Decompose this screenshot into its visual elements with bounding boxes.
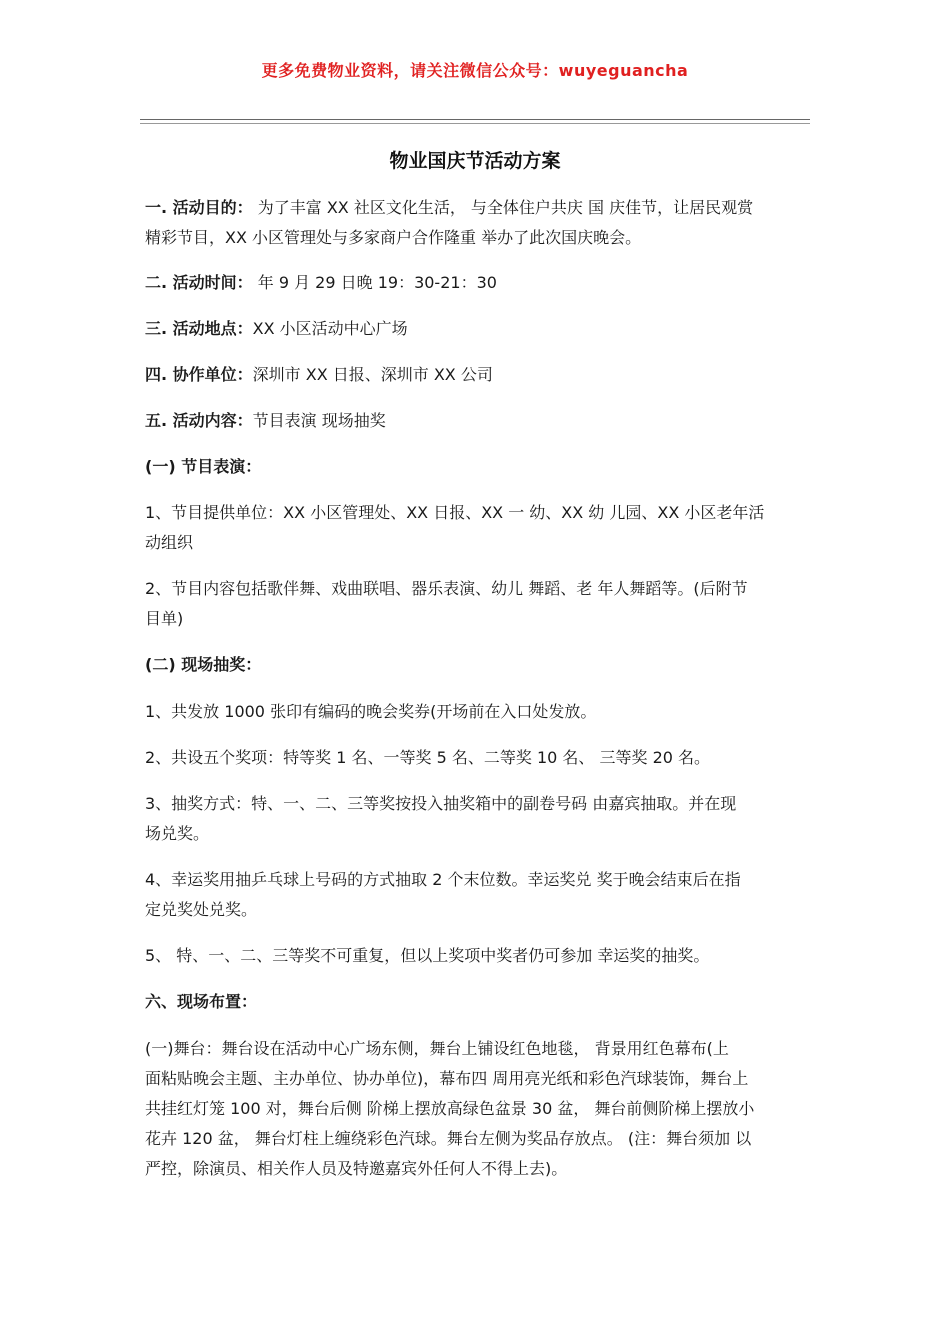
layout-stage xyxy=(145,1034,810,1184)
performance-item-1 xyxy=(145,498,810,558)
list-item-text: 3、抽奖方式：特、一、二、三等奖按投入抽奖箱中的副卷号码 由嘉宾抽取。并在现 xyxy=(145,794,737,813)
section-text: 为了丰富 XX 社区文化生活， 与全体住户共庆 国 庆佳节，让居民观赏 xyxy=(252,198,754,217)
lottery-item-1 xyxy=(145,697,810,727)
list-item-text: 2、共设五个奖项：特等奖 1 名、一等奖 5 名、二等奖 10 名、 三等奖 20 名。 xyxy=(145,748,711,767)
section-purpose xyxy=(145,193,810,253)
section-text: 精彩节目，XX 小区管理处与多家商户合作隆重 举办了此次国庆晚会。 xyxy=(145,228,642,247)
header-divider-top xyxy=(140,119,810,120)
section-time xyxy=(145,268,810,298)
header-banner: 更多免费物业资料，请关注微信公众号：wuyeguancha xyxy=(261,61,689,80)
section-label: 三. 活动地点： xyxy=(145,319,253,338)
subsection-heading: (一) 节目表演： xyxy=(145,457,262,476)
section-text: 深圳市 XX 日报、深圳市 XX 公司 xyxy=(252,365,493,384)
paragraph-line: 严控，除演员、相关作人员及特邀嘉宾外任何人不得上去)。 xyxy=(145,1159,568,1178)
lottery-item-4 xyxy=(145,865,810,925)
section-label: 一. 活动目的： xyxy=(145,198,253,217)
subsection-performance-heading xyxy=(145,452,810,482)
paragraph-line: (一)舞台：舞台设在活动中心广场东侧，舞台上铺设红色地毯， 背景用红色幕布(上 xyxy=(145,1039,729,1058)
paragraph-line: 面粘贴晚会主题、主办单位、协办单位)，幕布四 周用亮光纸和彩色汽球装饰，舞台上 xyxy=(145,1069,749,1088)
lottery-item-5 xyxy=(145,941,810,971)
section-text: 年 9 月 29 日晚 19：30-21：30 xyxy=(252,273,497,292)
header-divider-bottom xyxy=(140,123,810,124)
subsection-heading: (二) 现场抽奖： xyxy=(145,655,262,674)
paragraph-line: 花卉 120 盆， 舞台灯柱上缠绕彩色汽球。舞台左侧为奖品存放点。 (注：舞台须加 以 xyxy=(145,1129,752,1148)
section-layout-heading xyxy=(145,987,810,1017)
section-label: 二. 活动时间： xyxy=(145,273,253,292)
list-item-text: 2、节目内容包括歌伴舞、戏曲联唱、器乐表演、幼儿 舞蹈、老 年人舞蹈等。(后附节 xyxy=(145,579,748,598)
lottery-item-3 xyxy=(145,789,810,849)
section-place xyxy=(145,314,810,344)
list-item-text: 5、 特、一、二、三等奖不可重复，但以上奖项中奖者仍可参加 幸运奖的抽奖。 xyxy=(145,946,710,965)
section-label: 四. 协作单位： xyxy=(145,365,253,384)
section-text: 节目表演 现场抽奖 xyxy=(252,411,386,430)
list-item-text: 定兑奖处兑奖。 xyxy=(145,900,258,919)
section-content xyxy=(145,406,810,436)
list-item-text: 动组织 xyxy=(145,533,194,552)
subsection-lottery-heading xyxy=(145,650,810,680)
list-item-text: 1、节目提供单位：XX 小区管理处、XX 日报、XX 一 幼、XX 幼 儿园、XX 小区老年活 xyxy=(145,503,765,522)
paragraph-line: 共挂红灯笼 100 对，舞台后侧 阶梯上摆放高绿色盆景 30 盆， 舞台前侧阶梯上摆放小 xyxy=(145,1099,755,1118)
performance-item-2 xyxy=(145,574,810,634)
list-item-text: 4、幸运奖用抽乒乓球上号码的方式抽取 2 个末位数。幸运奖兑 奖于晚会结束后在指 xyxy=(145,870,741,889)
list-item-text: 目单) xyxy=(145,609,184,628)
lottery-item-2 xyxy=(145,743,810,773)
document-title: 物业国庆节活动方案 xyxy=(389,150,561,172)
section-heading: 六、现场布置： xyxy=(145,992,258,1011)
section-label: 五. 活动内容： xyxy=(145,411,253,430)
section-text: XX 小区活动中心广场 xyxy=(252,319,408,338)
list-item-text: 1、共发放 1000 张印有编码的晚会奖券(开场前在入口处发放。 xyxy=(145,702,597,721)
section-partners xyxy=(145,360,810,390)
list-item-text: 场兑奖。 xyxy=(145,824,210,843)
